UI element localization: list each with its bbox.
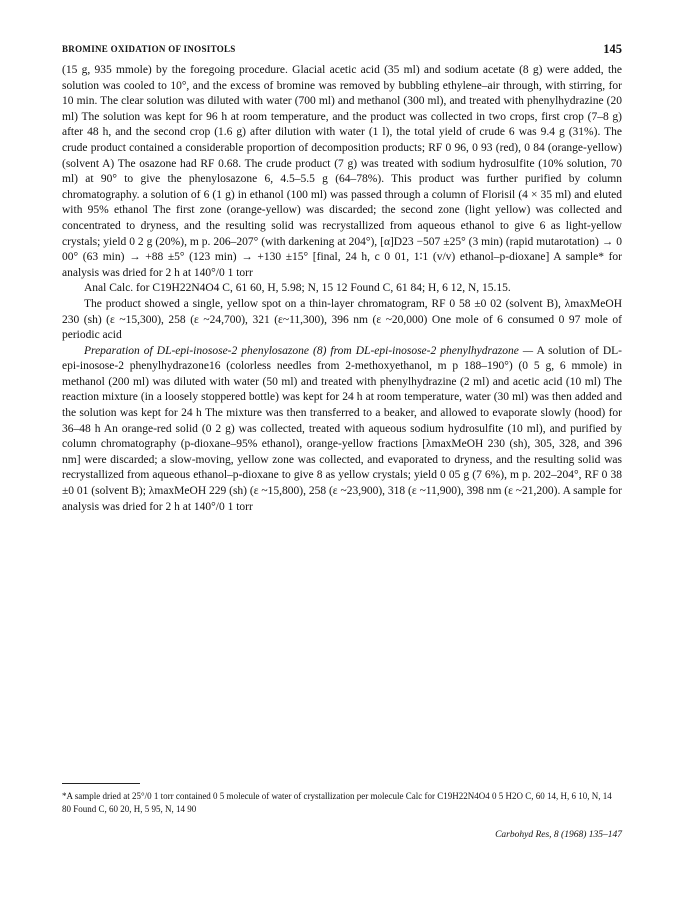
running-head: BROMINE OXIDATION OF INOSITOLS (62, 44, 236, 54)
footnote-divider (62, 783, 140, 784)
paragraph-analysis: Anal Calc. for C19H22N4O4 C, 61 60, H, 5.98; N, 15 12 Found C, 61 84; H, 6 12, N, 15.15. (84, 282, 511, 295)
footnote: *A sample dried at 25°/0 1 torr contained 0 5 molecule of water of crystallization per molecule Calc for C19H22N4O4 0 5 H2O C, 60 14, H, 6 10, N, 14 80 Found C, 60 20, H, 5 95, N, 14 90 (62, 791, 612, 814)
page-number: 145 (603, 42, 622, 56)
article-body (62, 63, 622, 515)
journal-citation: Carbohyd Res, 8 (1968) 135–147 (495, 830, 622, 840)
paragraph-preparation (62, 344, 622, 516)
preparation-text: A solution of DL-epi-inosose-2 phenylhydrazone16 (colorless needles from 2-methoxyethanol, m p 188–190°) (0 5 g, 6 mmole) in methanol (200 ml) was diluted with water (50 ml) and treated with phenylhydrazine (2 ml) and acetic acid (10 ml) The reaction mixture (in a loosely stoppered bottle) was kept for 24 h at room temperature, water (30 ml) was then added and the solution was kept for 24 h The mixture was then transferred to a beaker, and allowed to evaporate slowly (hood) for 36–48 h An orange-red solid (0 2 g) was collected, treated with aqueous sodium hydrosulfite (10 ml), and purified by column chromatography (p-dioxane–95% ethanol), orange-yellow fractions [λmaxMeOH 230 (sh), 305, 328, and 396 nm] were discarded; a slow-moving, yellow zone was collected, and evaporated to dryness, and the resulting solid was recrystallized from aqueous ethanol–p-dioxane to give 8 as yellow crystals; yield 0 05 g (7 6%), m p. 202–204°, RF 0 38 ±0 01 (solvent B); λmaxMeOH 229 (sh) (ε ~15,800), 258 (ε ~23,900), 318 (ε ~11,900), 398 nm (ε ~21,200). A sample for analysis was dried for 2 h at 140°/0 1 torr (62, 344, 623, 513)
section-heading: Preparation of DL-epi-inosose-2 phenylosazone (8) from DL-epi-inosose-2 phenylhydrazone — (84, 344, 534, 357)
paragraph-chromatography: The product showed a single, yellow spot on a thin-layer chromatogram, RF 0 58 ±0 02 (solvent B), λmaxMeOH 230 (sh) (ε ~15,300), 258 (ε ~24,700), 321 (ε~11,300), 396 nm (ε ~20,000) One mole of 6 consumed 0 97 mole of periodic acid (62, 297, 622, 342)
paragraph-synthesis: (15 g, 935 mmole) by the foregoing procedure. Glacial acetic acid (35 ml) and sodium acetate (8 g) were added, the solution was cooled to 10°, and the excess of bromine was removed by bubbling ethylene–air through, with stirring, for 10 min. The clear solution was diluted with water (700 ml) and methanol (300 ml), and treated with phenylhydrazine (20 ml) The solution was kept for 96 h at room temperature, and the product was collected in two crops, first crop (7–8 g) after 48 h, and the second crop (1.6 g) after dilution with water (1 l), the total yield of crude 6 was 9.4 g (31%). The crude product contained a considerable proportion of decomposition products; RF 0 96, 0 93 (red), 0 84 (orange-yellow) (solvent A) The osazone had RF 0.68. The crude product (7 g) was treated with sodium hydrosulfite (10% solution, 70 ml) at 90° to give the phenylosazone 6, 4.5–5.5 g (64–78%). This product was further purified by column chromatography. a solution of 6 (1 g) in ethanol (100 ml) was passed through a column of Florisil (4 × 35 ml) and eluted with 95% ethanol The first zone (orange-yellow) was discarded; the second zone (light yellow) was collected and concentrated to dryness, and the resulting solid was recrystallized from aqueous ethanol to give 6 as light-yellow crystals; yield 0 2 g (20%), m p. 206–207° (with darkening at 204°), [α]D23 −507 ±25° (3 min) (rapid mutarotation) → 0 00° (63 min) → +88 ±5° (123 min) → +130 ±15° [final, 24 h, c 0 01, 1∶1 (v/v) ethanol–p-dioxane] A sample* for analysis was dried for 2 h at 140°/0 1 torr (62, 64, 622, 279)
page-header (62, 42, 622, 58)
